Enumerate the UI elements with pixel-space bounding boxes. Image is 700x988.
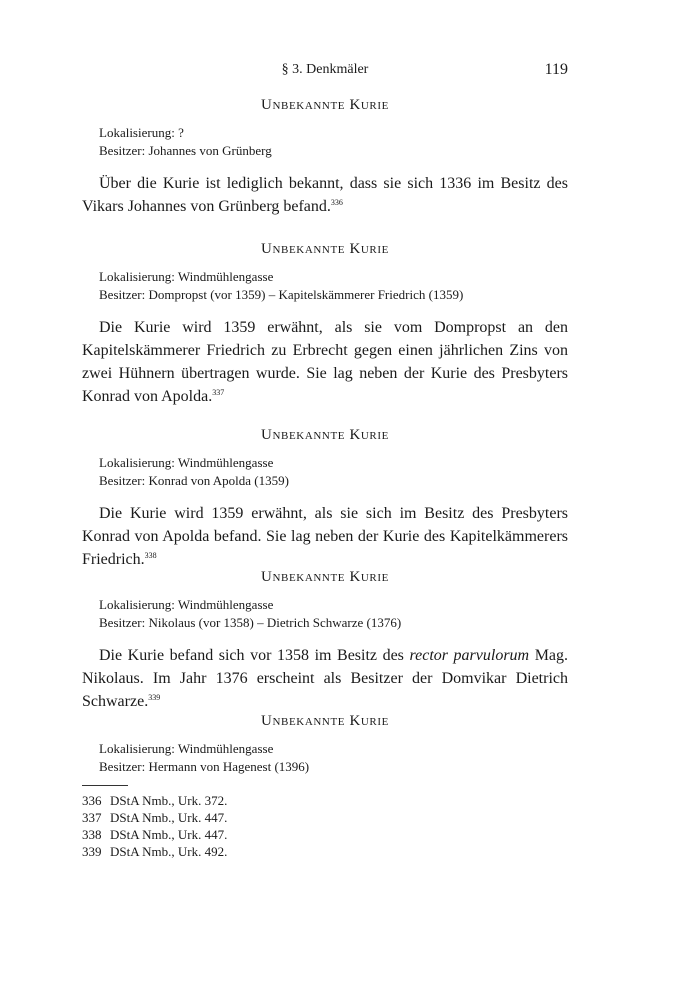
- footnote-number: 338: [82, 827, 102, 842]
- footnote-ref[interactable]: 336: [330, 198, 343, 207]
- section-meta: [82, 596, 568, 632]
- footnote-number: 336: [82, 793, 102, 808]
- section-heading: Unbekannte Kurie: [261, 427, 389, 443]
- footnote: [82, 809, 568, 826]
- footnote-ref[interactable]: 339: [148, 693, 161, 702]
- besitzer: Besitzer: Johannes von Grünberg: [99, 143, 272, 158]
- footnote-text: DStA Nmb., Urk. 447.: [110, 810, 228, 825]
- besitzer: Besitzer: Konrad von Apolda (1359): [99, 473, 289, 488]
- footnote: [82, 826, 568, 843]
- text-part: Die Kurie wird 1359 erwähnt, als sie sich im Besitz des Presbyters Konrad von Apolda befand. Sie lag neben der Kurie des Kapitelkämmerers Friedrich.: [82, 505, 568, 568]
- section-text: [82, 502, 568, 571]
- footnote-text: DStA Nmb., Urk. 492.: [110, 844, 228, 859]
- section-5: [82, 712, 568, 776]
- section-heading: Unbekannte Kurie: [261, 97, 389, 113]
- section-text: [82, 172, 568, 218]
- running-head: [82, 62, 568, 82]
- section-text: [82, 644, 568, 713]
- text-part: Über die Kurie ist lediglich bekannt, dass sie sich 1336 im Besitz des Vikars Johannes von Grünberg befand.: [82, 175, 568, 215]
- section-meta: [82, 740, 568, 776]
- page: [82, 0, 568, 988]
- lokalisierung: Lokalisierung: Windmühlengasse: [99, 269, 274, 284]
- footnote-text: DStA Nmb., Urk. 372.: [110, 793, 228, 808]
- footnote-ref[interactable]: 338: [144, 551, 157, 560]
- section-3: [82, 426, 568, 587]
- section-text: [82, 316, 568, 408]
- text-part: Mag. Nikolaus. Im Jahr 1376 erscheint als Besitzer der Domvikar Dietrich Schwarze.: [82, 647, 569, 710]
- section-meta: [82, 124, 568, 160]
- page-number: 119: [544, 61, 568, 78]
- besitzer: Besitzer: Nikolaus (vor 1358) – Dietrich Schwarze (1376): [99, 615, 402, 630]
- footnote-text: DStA Nmb., Urk. 447.: [110, 827, 228, 842]
- section-heading: Unbekannte Kurie: [261, 713, 389, 729]
- section-2: [82, 240, 568, 424]
- section-heading: Unbekannte Kurie: [261, 241, 389, 257]
- lokalisierung: Lokalisierung: Windmühlengasse: [99, 741, 274, 756]
- section-4: [82, 568, 568, 729]
- footnote: [82, 843, 568, 860]
- footnote-number: 339: [82, 844, 102, 859]
- section-meta: [82, 268, 568, 304]
- lokalisierung: Lokalisierung: Windmühlengasse: [99, 597, 274, 612]
- besitzer: Besitzer: Dompropst (vor 1359) – Kapitelskämmerer Friedrich (1359): [99, 287, 464, 302]
- text-part: Die Kurie befand sich vor 1358 im Besitz des: [99, 647, 410, 664]
- section-1: [82, 96, 568, 234]
- besitzer: Besitzer: Hermann von Hagenest (1396): [99, 759, 310, 774]
- text-italic: rector parvulorum: [409, 647, 530, 664]
- chapter-title: § 3. Denkmäler: [281, 62, 369, 77]
- section-meta: [82, 454, 568, 490]
- text-part: Die Kurie wird 1359 erwähnt, als sie vom Dompropst an den Kapitelskämmerer Friedrich zu Erbrecht gegen einen jährlichen Zins von zwei Hühnern übertragen wurde. Sie lag neben der Kurie des Presbyters Konrad von Apolda.: [82, 319, 568, 405]
- footnote-ref[interactable]: 337: [212, 388, 225, 397]
- lokalisierung: Lokalisierung: Windmühlengasse: [99, 455, 274, 470]
- footnotes: [82, 792, 568, 860]
- footnote-number: 337: [82, 810, 102, 825]
- lokalisierung: Lokalisierung: ?: [99, 125, 184, 140]
- section-heading: Unbekannte Kurie: [261, 569, 389, 585]
- footnote: [82, 792, 568, 809]
- footnote-divider: [82, 785, 128, 786]
